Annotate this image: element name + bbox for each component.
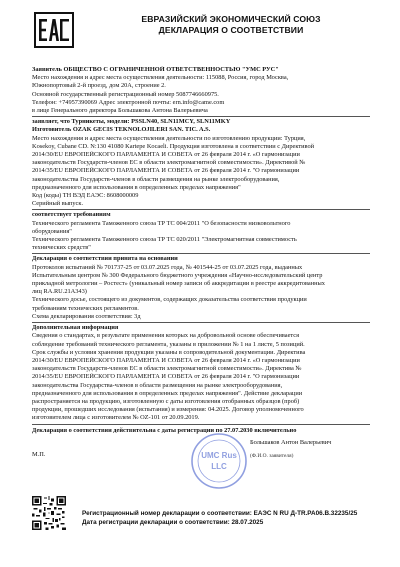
divider [32, 209, 370, 210]
requirements-line: технических средств" [32, 244, 91, 252]
product-section [32, 118, 370, 208]
product-line: Код (коды) ТН ВЭД ЕАЭС: 8608000009 [32, 192, 139, 200]
additional-info-line: Срок службы и условия хранения продукции указаны в сопроводительной документации. Директива [32, 348, 306, 356]
stamp-text-top: UMC Rus [201, 451, 237, 460]
document-header [32, 6, 370, 66]
divider [32, 116, 370, 117]
product-line: Kosekoy, Cubane CD. N:130 41080 Kartepe Kocaeli. Продукция изготовлена в соответствии с Директивой [32, 142, 315, 150]
stamp-text-bottom: LLC [211, 462, 227, 471]
union-name: ЕВРАЗИЙСКИЙ ЭКОНОМИЧЕСКИЙ СОЮЗ [141, 14, 321, 24]
divider [32, 424, 370, 425]
signatory-name: Большаков Антон Валерьевич [250, 438, 332, 446]
applicant-line: в лице Генерального директора Большакова Антона Валерьевича [32, 107, 208, 115]
applicant-section [32, 66, 370, 115]
basis-line: лиц RA.RU.21A343) [32, 288, 87, 296]
product-line: Серийный выпуск. [32, 200, 84, 208]
additional-info-line: Сведения о стандартах, в результате применения которых на добровольной основе обеспечивается [32, 332, 299, 340]
additional-info-line: законодательства Государства-членов в области размещения на рынке электрооборудования, [32, 381, 283, 389]
product-line: законодательства Государств-членов в области размещения на рынке электрооборудования, [32, 175, 280, 183]
applicant-line: Основной государственный регистрационный номер 5087746660975. [32, 90, 219, 98]
seal-label: М.П. [32, 450, 46, 458]
basis-section [32, 255, 370, 321]
requirements-line: Технического регламента Таможенного союза ТР ТС 020/2011 "Электромагнитная совместимость [32, 236, 297, 244]
applicant-line: Телефон: +74957390069 Адрес электронной почты: ern.info@came.com [32, 98, 225, 106]
product-line: 2014/35/EU ЕВРОПЕЙСКОГО ПАРЛАМЕНТА И СОВЕТА от 26 февраля 2014 г. "О гармонизации [32, 167, 300, 175]
additional-info-line: 2014/30/EU ЕВРОПЕЙСКОГО ПАРЛАМЕНТА И СОВЕТА от 26 февраля 2014 г. «О гармонизации [32, 356, 300, 364]
divider [32, 253, 370, 254]
basis-line: прикладной метрологии – Ростест» (уникальный номер записи об аккредитации в реестре аккредитованных [32, 280, 325, 288]
applicant-line: Южнопортовый 2-й проезд, дом 20А, строение 2. [32, 82, 166, 90]
applicant-line: Заявитель ОБЩЕСТВО С ОГРАНИЧЕННОЙ ОТВЕТСТВЕННОСТЬЮ "УМС РУС" [32, 66, 279, 73]
qr-code-icon [32, 496, 66, 530]
registration-block [82, 509, 357, 527]
company-stamp [190, 432, 248, 490]
requirements-heading: соответствует требованиям [32, 211, 111, 219]
eac-mark-icon [36, 14, 72, 46]
divider [32, 322, 370, 323]
basis-line: требованиям технических регламентов. [32, 304, 139, 312]
validity-line: Декларация о соответствии действительна с даты регистрации по 27.07.2030 включительно [32, 426, 297, 434]
product-line: 2014/30/EU ЕВРОПЕЙСКОГО ПАРЛАМЕНТА И СОВЕТА от 26 февраля 2014 г. «О гармонизации [32, 151, 300, 159]
applicant-line: Место нахождения и адрес места осуществления деятельности: 115088, Россия, город Москва, [32, 74, 289, 82]
requirements-line: Технического регламента Таможенного союза ТР ТС 004/2011 "О безопасности низковольтного [32, 219, 291, 227]
signatory-caption: (Ф.И.О. заявителя) [250, 452, 294, 459]
header-title [92, 14, 370, 36]
product-line: законодательств Государств-членов ЕС в области электромагнитной совместимости». Директивой № [32, 159, 306, 167]
additional-info-line: законодательств Государств-членов ЕС в области электромагнитной совместимости». Директива № [32, 365, 302, 373]
basis-heading: Декларация о соответствии принята на основании [32, 255, 178, 263]
additional-info-heading: Дополнительная информация [32, 324, 119, 332]
additional-info-line: распространяется на продукцию, изготовленную с даты изготовления отобранных образцов (проб) [32, 397, 300, 405]
basis-line: Испытательным центром № 300 Федерального бюджетного учреждения «Научно-исследовательский центр [32, 271, 323, 279]
product-line: предназначенного для использования в определенных пределах напряжения" [32, 183, 241, 191]
product-line: заявляет, что Турникеты, модели: PSSLN40, SLN11MCY, SLN11MKY [32, 118, 231, 126]
basis-line: Протоколов испытаний № 701737-25 от 03.07.2025 года, № 401544-25 от 03.07.2025 года, выданных [32, 263, 303, 271]
registration-number: Регистрационный номер декларации о соответствии: ЕАЭС N RU Д-TR.PA06.B.32235/25 [82, 510, 358, 517]
additional-info-line: предназначенного для использования в определенных пределах напряжения". Действие декларации [32, 389, 303, 397]
additional-info-section [32, 324, 370, 422]
basis-line: Технического досье, состоящего из документов, содержащих доказательства соответствия продукции [32, 296, 307, 304]
additional-info-line: изготовителем лица с изготовителем № OZ-101 от 20.09.2019. [32, 414, 200, 422]
requirements-section [32, 211, 370, 252]
eac-logo [34, 12, 74, 48]
document-title: ДЕКЛАРАЦИЯ О СООТВЕТСТВИИ [158, 25, 304, 35]
additional-info-line: соблюдение требований технического регламента, указаны в приложении № 1 на 1 листе, 5 позиций. [32, 340, 305, 348]
additional-info-line: продукции, прошедших исследования (испытания) и измерения: 04.2025. Договор уполномоченного [32, 406, 304, 414]
additional-info-line: 2014/35/EU ЕВРОПЕЙСКОГО ПАРЛАМЕНТА И СОВЕТА от 26 февраля 2014 г. "О гармонизации [32, 373, 300, 381]
product-line: Место нахождения и адрес места осуществления деятельности по изготовлению продукции: Турция, [32, 134, 306, 142]
manufacturer-line: Изготовитель ÖZAK GECIS TEKNOLOJILERI SAN. TIC. A.S. [32, 126, 211, 134]
registration-date: Дата регистрации декларации о соответствии: 28.07.2025 [82, 519, 264, 526]
basis-line: Схема декларирования соответствия: 3д [32, 312, 141, 320]
requirements-line: оборудования" [32, 227, 72, 235]
